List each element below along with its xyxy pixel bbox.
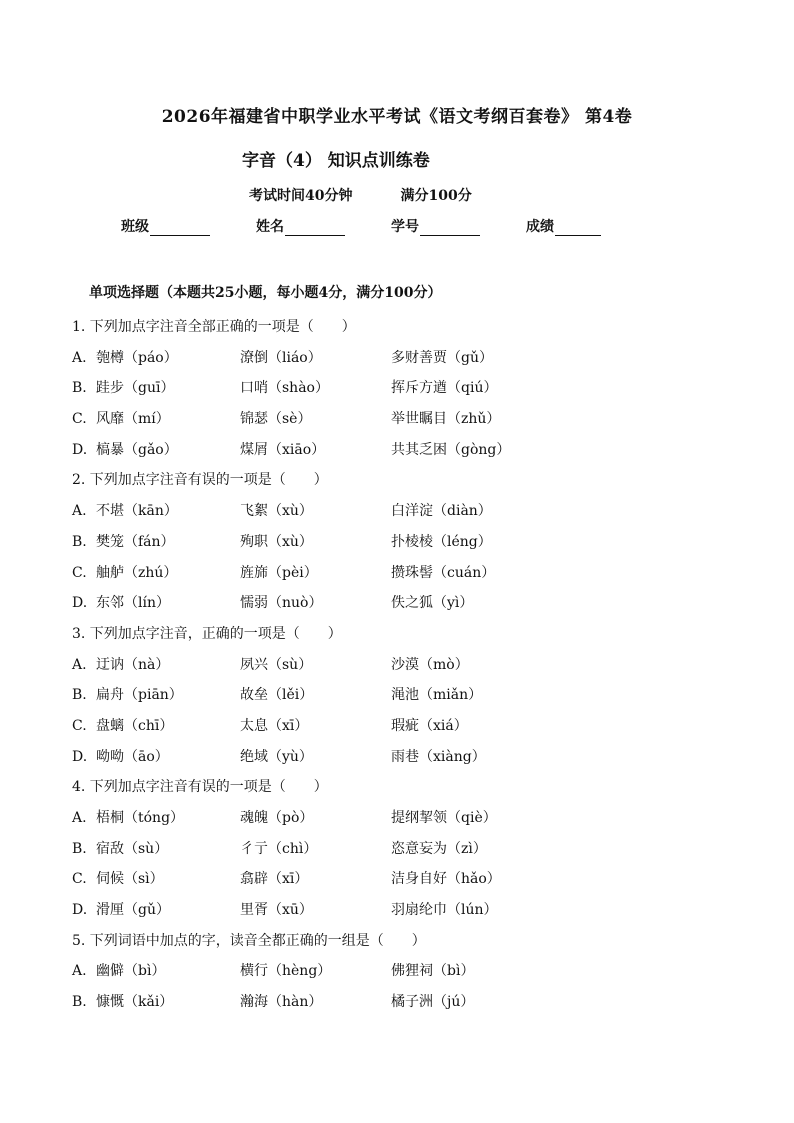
- page-title: 2026年福建省中职学业水平考试《语文考纲百套卷》 第4卷: [161, 107, 633, 127]
- option-word-1: 扁舟（piān）: [96, 687, 183, 704]
- option-letter: D.: [72, 748, 88, 765]
- class-label: 班级: [121, 219, 149, 235]
- option-word-2: 煤屑（xiāo）: [240, 441, 326, 458]
- option-letter: C.: [72, 871, 87, 888]
- option-word-2: 夙兴（sù）: [240, 656, 313, 673]
- name-blank: [285, 221, 345, 236]
- option-word-1: 梧桐（tóng）: [96, 810, 185, 826]
- answer-option[interactable]: [72, 496, 752, 527]
- question-stem: 1. 下列加点字注音全部正确的一项是（ ）: [72, 319, 356, 335]
- option-word-1: 滑厘（gǔ）: [96, 902, 170, 919]
- answer-option[interactable]: [72, 373, 752, 404]
- option-word-2: 旌旆（pèi）: [240, 564, 318, 581]
- answer-option[interactable]: [72, 742, 752, 773]
- option-word-3: 瑕疵（xiá）: [391, 717, 468, 734]
- question-stem: 4. 下列加点字注音有误的一项是（ ）: [72, 779, 328, 796]
- question-stem: 5. 下列词语中加点的字，读音全都正确的一组是（ ）: [72, 932, 426, 949]
- option-word-1: 宿敌（sù）: [96, 840, 169, 857]
- option-word-1: 慷慨（kǎi）: [96, 994, 174, 1011]
- exam-info: [249, 185, 472, 205]
- option-word-3: 羽扇纶巾（lún）: [391, 902, 498, 919]
- option-word-1: 风靡（mí）: [96, 411, 170, 428]
- exam-full-score: 满分100分: [400, 188, 472, 204]
- option-word-1: 跬步（guī）: [96, 380, 175, 397]
- option-word-2: 飞絮（xù）: [240, 503, 313, 520]
- class-blank: [150, 221, 210, 236]
- option-word-3: 渑池（miǎn）: [391, 687, 483, 704]
- option-word-2: 翕辟（xī）: [240, 871, 309, 888]
- exam-time: 考试时间40分钟: [249, 188, 353, 204]
- student-info-row: [121, 216, 647, 236]
- option-word-3: 佚之狐（yì）: [391, 595, 474, 612]
- answer-option[interactable]: [72, 956, 752, 987]
- option-letter: C.: [72, 564, 87, 581]
- page-subtitle: 字音（4） 知识点训练卷: [242, 151, 430, 171]
- option-word-2: 懦弱（nuò）: [240, 595, 323, 612]
- option-word-3: 橘子洲（jú）: [391, 994, 475, 1011]
- option-letter: D.: [72, 441, 88, 458]
- answer-option[interactable]: [72, 895, 752, 926]
- answer-option[interactable]: [72, 404, 752, 435]
- option-letter: D.: [72, 902, 88, 919]
- option-word-2: 绝域（yù）: [240, 748, 313, 765]
- option-letter: B.: [72, 994, 87, 1011]
- option-letter: B.: [72, 840, 87, 857]
- answer-option[interactable]: [72, 803, 752, 834]
- student-id-blank: [420, 221, 480, 236]
- option-word-2: 殉职（xù）: [240, 533, 313, 550]
- option-word-3: 举世瞩目（zhǔ）: [391, 411, 501, 428]
- option-word-1: 槁暴（gǎo）: [96, 441, 178, 458]
- option-letter: C.: [72, 717, 87, 734]
- option-word-3: 多财善贾（gǔ）: [391, 349, 493, 366]
- option-letter: B.: [72, 380, 87, 397]
- option-word-3: 雨巷（xiàng）: [391, 748, 486, 765]
- answer-option[interactable]: [72, 987, 752, 1018]
- option-word-1: 东邻（lín）: [96, 595, 170, 612]
- option-word-3: 挥斥方遒（qiú）: [391, 380, 498, 397]
- score-field: [526, 216, 601, 236]
- option-word-2: 里胥（xū）: [240, 902, 313, 919]
- answer-option[interactable]: [72, 588, 752, 619]
- score-label: 成绩: [526, 219, 554, 235]
- option-word-3: 扑棱棱（léng）: [391, 533, 492, 550]
- option-word-3: 洁身自好（hǎo）: [391, 871, 501, 888]
- option-word-3: 沙漠（mò）: [391, 656, 469, 673]
- option-word-1: 舳舻（zhú）: [96, 564, 178, 581]
- option-word-2: 故垒（lěi）: [240, 687, 314, 704]
- answer-option[interactable]: [72, 864, 752, 895]
- option-word-2: 潦倒（liáo）: [240, 349, 322, 366]
- option-word-2: 锦瑟（sè）: [240, 411, 312, 428]
- option-word-1: 樊笼（fán）: [96, 533, 175, 550]
- option-letter: C.: [72, 411, 87, 428]
- option-letter: A.: [72, 963, 87, 980]
- option-word-2: 口哨（shào）: [240, 380, 329, 397]
- option-word-2: 横行（hèng）: [240, 963, 332, 980]
- score-blank: [555, 221, 601, 236]
- question-stem: 3. 下列加点字注音，正确的一项是（ ）: [72, 625, 342, 642]
- option-word-3: 佛狸祠（bì）: [391, 963, 475, 980]
- name-field: [256, 216, 345, 236]
- section-title: 单项选择题（本题共25小题，每小题4分，满分100分）: [89, 285, 442, 301]
- question-list: [72, 312, 752, 1018]
- option-letter: D.: [72, 595, 88, 612]
- option-word-2: 太息（xī）: [240, 717, 309, 734]
- class-field: [121, 216, 210, 236]
- student-id-label: 学号: [391, 219, 419, 235]
- option-word-1: 不堪（kān）: [96, 503, 178, 520]
- option-letter: A.: [72, 349, 87, 366]
- option-letter: A.: [72, 656, 87, 673]
- option-word-3: 恣意妄为（zì）: [391, 840, 487, 857]
- option-word-3: 白洋淀（diàn）: [391, 503, 492, 520]
- answer-option[interactable]: [72, 435, 752, 466]
- option-letter: B.: [72, 533, 87, 550]
- answer-option[interactable]: [72, 680, 752, 711]
- option-word-2: 彳亍（chì）: [240, 840, 318, 857]
- answer-option[interactable]: [72, 711, 752, 742]
- question-stem: 2. 下列加点字注音有误的一项是（ ）: [72, 472, 328, 489]
- option-word-1: 幽僻（bì）: [96, 963, 166, 980]
- answer-option[interactable]: [72, 343, 752, 374]
- option-letter: A.: [72, 503, 87, 520]
- option-word-3: 提纲挈领（qiè）: [391, 810, 497, 826]
- option-word-2: 魂魄（pò）: [240, 810, 314, 826]
- option-word-3: 共其乏困（gòng）: [391, 441, 511, 458]
- option-word-1: 盘螭（chī）: [96, 717, 174, 734]
- answer-option[interactable]: [72, 650, 752, 681]
- option-word-1: 呦呦（āo）: [96, 748, 169, 765]
- option-word-1: 匏樽（páo）: [96, 349, 178, 366]
- option-word-2: 瀚海（hàn）: [240, 994, 323, 1011]
- option-word-1: 迂讷（nà）: [96, 656, 170, 673]
- option-word-3: 攒珠髻（cuán）: [391, 564, 496, 581]
- answer-option[interactable]: [72, 834, 752, 865]
- option-letter: A.: [72, 810, 87, 826]
- option-letter: B.: [72, 687, 87, 704]
- answer-option[interactable]: [72, 527, 752, 558]
- option-word-1: 伺候（sì）: [96, 871, 164, 888]
- name-label: 姓名: [256, 219, 284, 235]
- student-id-field: [391, 216, 480, 236]
- answer-option[interactable]: [72, 558, 752, 589]
